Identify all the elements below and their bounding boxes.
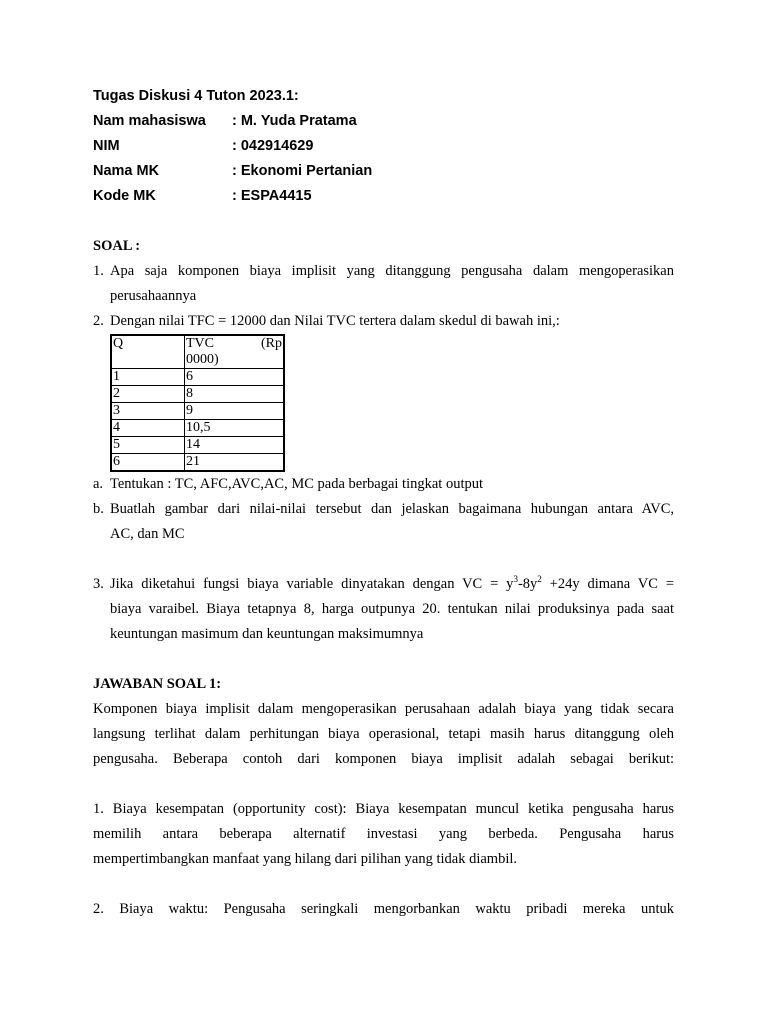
table-row: [111, 437, 284, 454]
question-number: 3.: [93, 576, 104, 592]
header-row-code: [93, 184, 674, 209]
question-text: keuntungan masimum dan keuntungan maksimumnya: [110, 626, 424, 642]
header-row-nim: [93, 134, 674, 159]
answer-point: mempertimbangkan manfaat yang hilang dari pilihan yang tidak diambil.: [93, 851, 518, 867]
table-row: [111, 386, 284, 403]
header-value: : ESPA4415: [232, 188, 312, 204]
tvc-schedule-table: [110, 334, 285, 472]
header-tvc: TVC (Rp 0000): [186, 336, 282, 367]
header-row-course: [93, 159, 674, 184]
soal-heading: SOAL :: [93, 238, 141, 254]
answer-point: 2. Biaya waktu: Pengusaha seringkali mengorbankan waktu pribadi mereka untuk: [93, 901, 674, 917]
question-text: Tentukan : TC, AFC,AVC,AC, MC pada berbagai tingkat output: [110, 476, 484, 492]
header-label: Nam mahasiswa: [93, 113, 206, 129]
document-page: [93, 84, 674, 922]
table-row: [111, 369, 284, 386]
answer-paragraph: langsung terlihat dalam perhitungan biaya operasional, tetapi masih harus ditanggung oleh: [93, 726, 674, 742]
header-value: : 042914629: [232, 138, 314, 154]
header-value: : M. Yuda Pratama: [232, 113, 357, 129]
cell-q: 3: [111, 403, 185, 420]
question-number: 2.: [93, 313, 104, 329]
answer-heading: JAWABAN SOAL 1:: [93, 676, 222, 692]
table-row: [111, 454, 284, 472]
cell-tvc: 6: [185, 369, 285, 386]
question-3: [93, 572, 674, 647]
question-letter: a.: [93, 476, 104, 492]
question-2a: [93, 472, 674, 497]
question-1: [93, 259, 674, 309]
question-text: Apa saja komponen biaya implisit yang ditanggung pengusaha dalam mengoperasikan: [110, 263, 674, 279]
answer-paragraph: Komponen biaya implisit dalam mengoperasikan perusahaan adalah biaya yang tidak secara: [93, 701, 674, 717]
question-number: 1.: [93, 263, 104, 279]
answer-point: memilih antara beberapa alternatif investasi yang berbeda. Pengusaha harus: [93, 826, 674, 842]
cell-tvc: 10,5: [185, 420, 285, 437]
question-text: Jika diketahui fungsi biaya variable dinyatakan dengan VC = $y^3-8y^2 +24y$ dimana VC =: [110, 574, 674, 592]
header-row-name: [93, 109, 674, 134]
question-text: Buatlah gambar dari nilai-nilai tersebut dan jelaskan bagaimana hubungan antara AVC,: [110, 501, 674, 517]
question-letter: b.: [93, 501, 104, 517]
question-2: [93, 309, 674, 334]
cell-q: 2: [111, 386, 185, 403]
cell-tvc: 9: [185, 403, 285, 420]
table-header-row: [111, 335, 284, 369]
cell-tvc: 8: [185, 386, 285, 403]
header-label: Nama MK: [93, 163, 160, 179]
question-text: AC, dan MC: [110, 526, 185, 542]
question-text: Dengan nilai TFC = 12000 dan Nilai TVC tertera dalam skedul di bawah ini,:: [110, 313, 560, 329]
cell-tvc: 14: [185, 437, 285, 454]
question-2b: [93, 497, 674, 547]
cell-q: 4: [111, 420, 185, 437]
cell-tvc: 21: [185, 454, 285, 472]
answer-paragraph: pengusaha. Beberapa contoh dari komponen biaya implisit adalah sebagai berikut:: [93, 751, 674, 767]
header-label: NIM: [93, 138, 120, 154]
question-text: perusahaannya: [110, 288, 197, 304]
header-value: : Ekonomi Pertanian: [232, 163, 373, 179]
table-row: [111, 403, 284, 420]
assignment-title: Tugas Diskusi 4 Tuton 2023.1:: [93, 88, 299, 104]
cell-q: 1: [111, 369, 185, 386]
question-text: biaya varaibel. Biaya tetapnya 8, harga outpunya 20. tentukan nilai produksinya pada saat: [110, 601, 674, 617]
table-row: [111, 420, 284, 437]
header-q: Q: [111, 335, 185, 369]
cell-q: 5: [111, 437, 185, 454]
cell-q: 6: [111, 454, 185, 472]
answer-point: 1. Biaya kesempatan (opportunity cost): Biaya kesempatan muncul ketika pengusaha harus: [93, 801, 674, 817]
header-label: Kode MK: [93, 188, 156, 204]
